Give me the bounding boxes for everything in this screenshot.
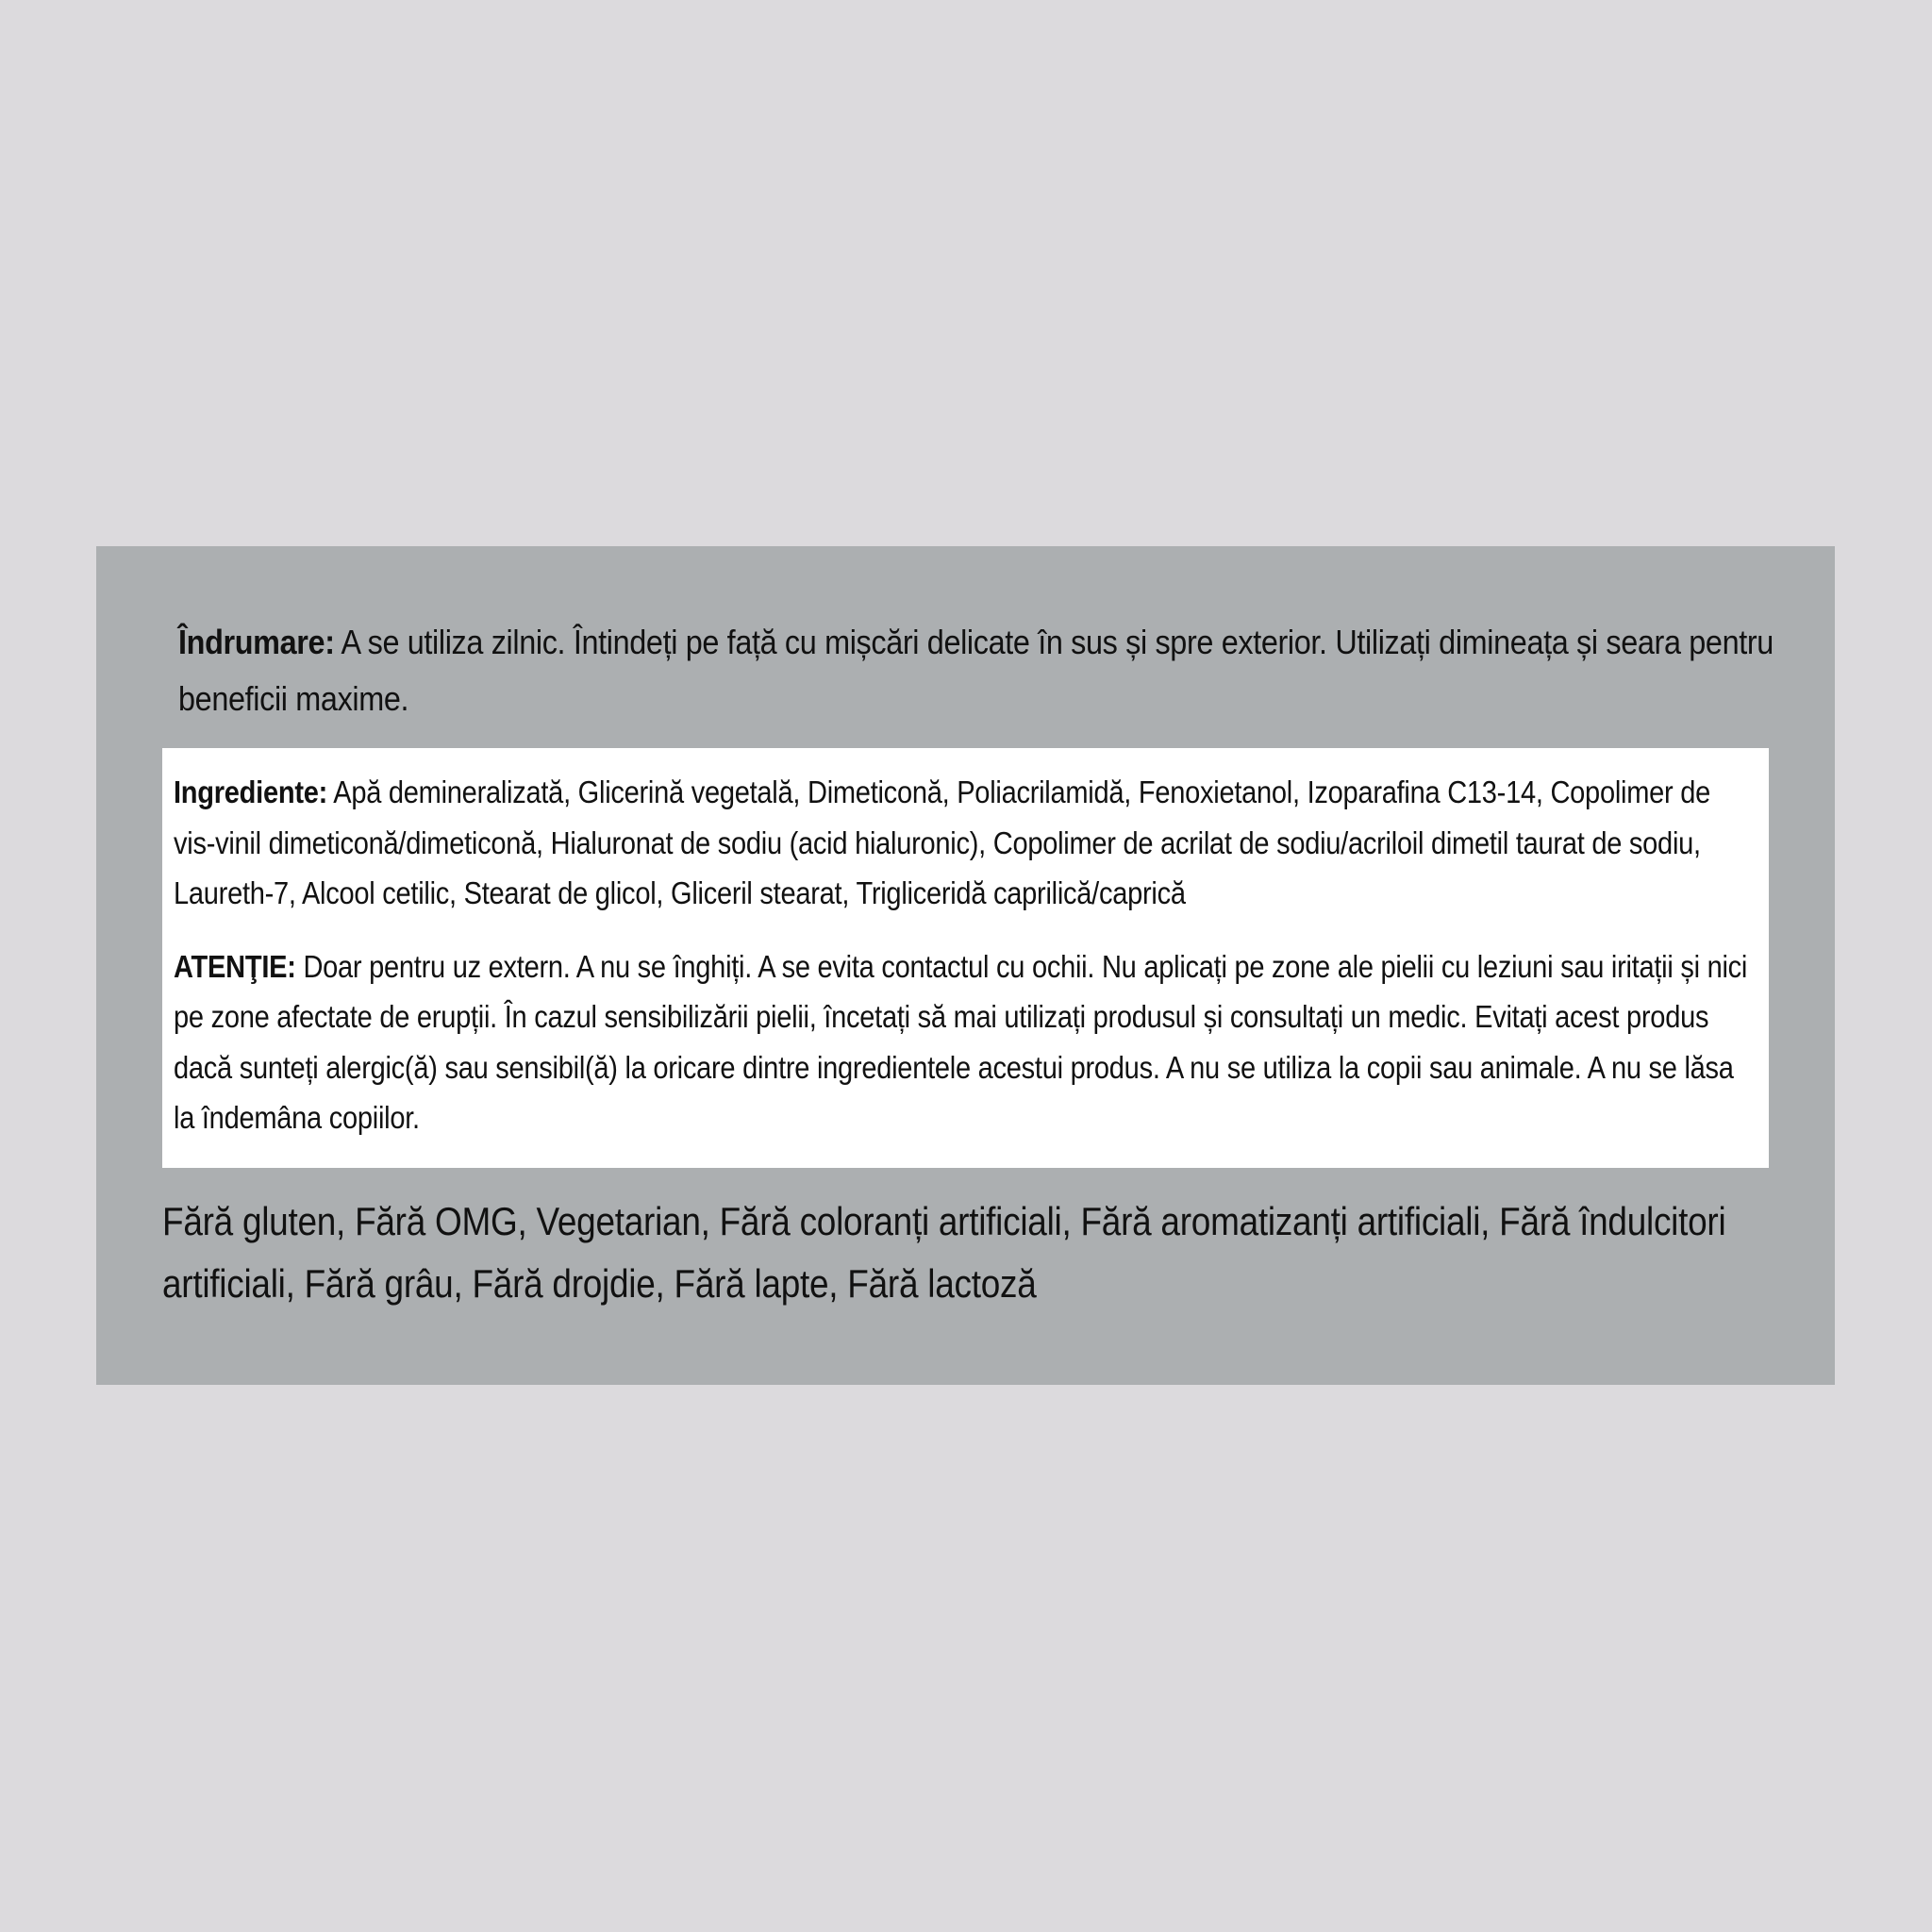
directions-text [178,614,1774,727]
directions-heading: Îndrumare: [178,623,335,661]
warning-text [174,941,1759,1143]
free-from-claims: Fără gluten, Fără OMG, Vegetarian, Fără coloranți artificiali, Fără aromatizanți artificiali, Fără îndulcitori artificiali, Fără grâu, Fără drojdie, Fără lapte, Fără lactoză [162,1199,1726,1306]
product-label-panel [96,546,1835,1385]
ingredients-warning-box [162,748,1769,1168]
ingredients-body: Apă demineralizată, Glicerină vegetală, Dimeticonă, Poliacrilamidă, Fenoxietanol, Izoparafina C13-14, Copolimer de vis-vinil dimeticonă/dimeticonă, Hialuronat de sodiu (acid hialuronic), Copolimer de acrilat de sodiu/acriloil dimetil taurat de sodiu, Laureth-7, Alcool cetilic, Stearat de glicol, Gliceril stearat, Trigliceridă caprilică/caprică [174,774,1711,910]
warning-body: Doar pentru uz extern. A nu se înghiți. A se evita contactul cu ochii. Nu aplicați pe zone ale pielii cu leziuni sau iritații și nici pe zone afectate de erupții. În cazul sensibilizării pielii, încetați să mai utilizați produsul și consultați un medic. Evitați acest produs dacă sunteți alergic(ă) sau sensibil(ă) la oricare dintre ingredientele acestui produs. A nu se utiliza la copii sau animale. A nu se lăsa la îndemâna copiilor. [174,948,1748,1135]
ingredients-heading: Ingrediente: [174,774,328,809]
directions-body: A se utiliza zilnic. Întindeți pe față cu mișcări delicate în sus și spre exterior. Utilizați dimineața și seara pentru beneficii maxime. [178,623,1774,718]
ingredients-text [174,767,1759,919]
warning-heading: ATENŢIE: [174,948,296,984]
